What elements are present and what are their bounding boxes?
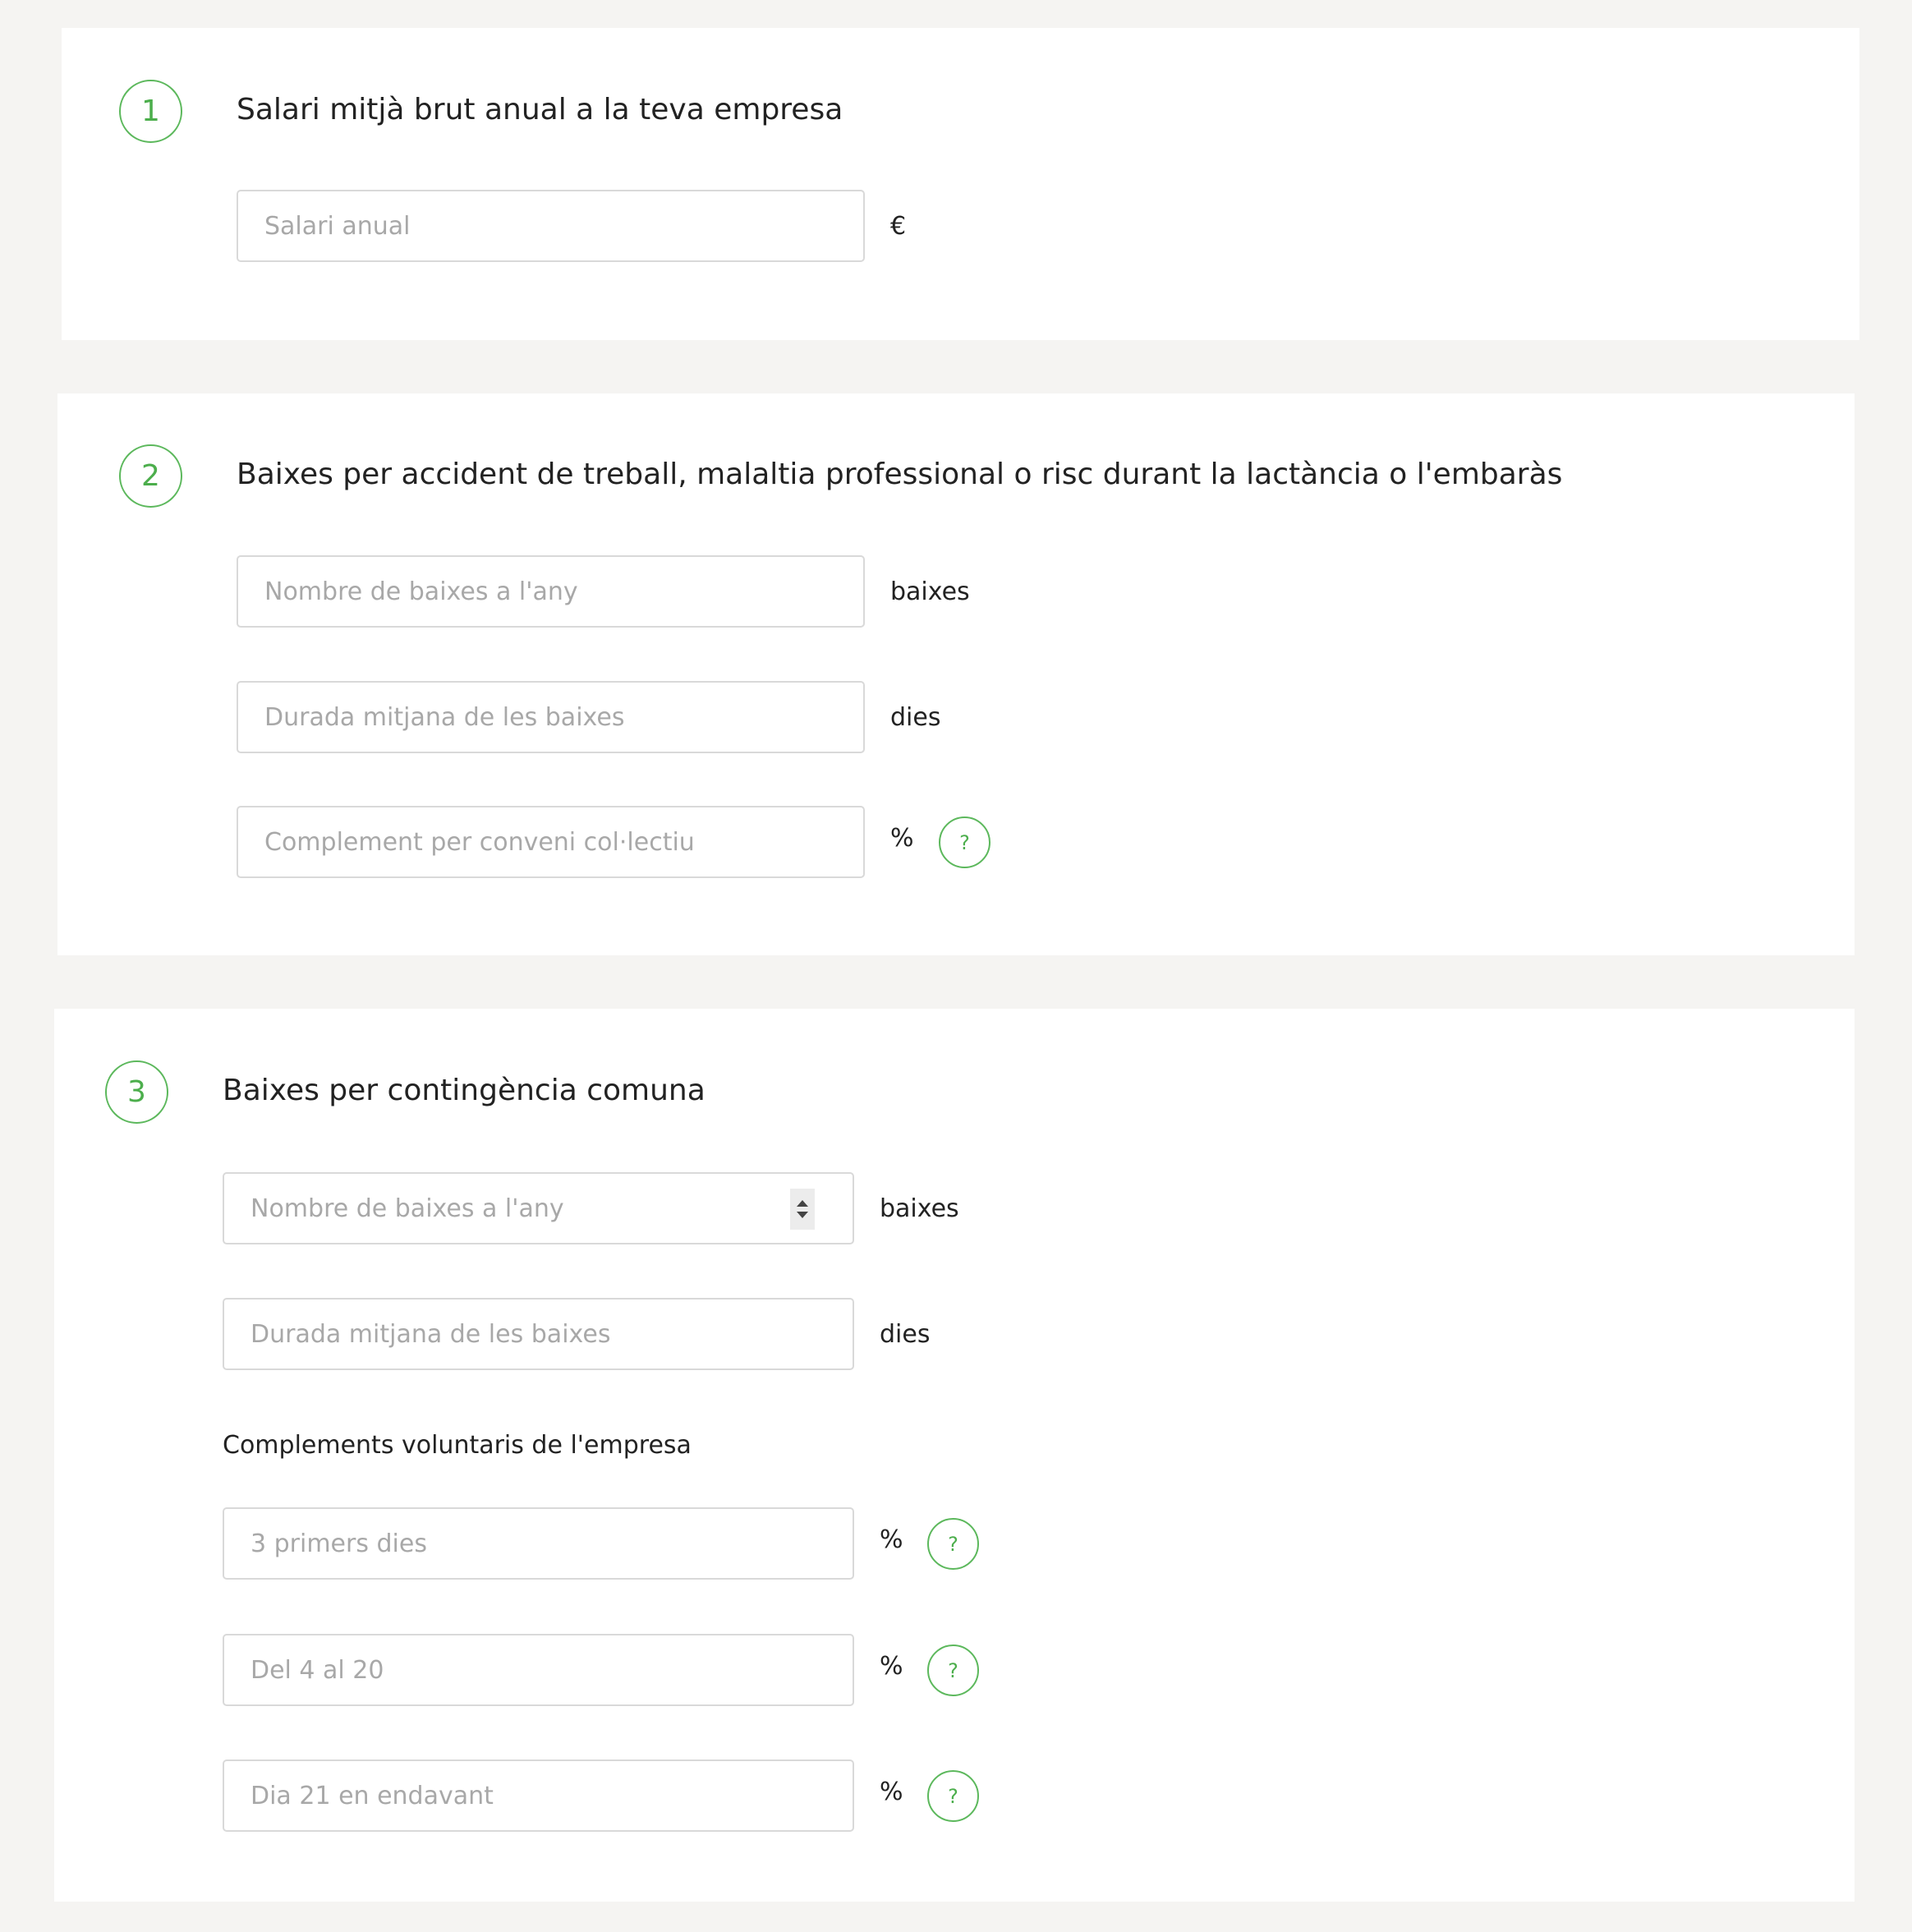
question-mark-icon[interactable]: ? xyxy=(927,1518,979,1570)
section-card-salary xyxy=(62,28,1859,340)
section-card-work-accident xyxy=(57,393,1855,955)
common-duration-input[interactable] xyxy=(224,1300,853,1368)
common-count-input[interactable] xyxy=(224,1174,853,1243)
unit-percent: % xyxy=(880,1652,903,1681)
question-mark-icon[interactable]: ? xyxy=(927,1770,979,1822)
number-spinner-icon[interactable] xyxy=(790,1189,815,1230)
work-accident-duration-field[interactable] xyxy=(237,681,865,753)
section-title-work-accident: Baixes per accident de treball, malaltia professional o risc durant la lactància o l'embaràs xyxy=(237,458,1563,491)
annual-salary-input[interactable] xyxy=(238,191,863,260)
collective-agreement-input[interactable] xyxy=(238,807,863,876)
common-count-field[interactable] xyxy=(223,1172,854,1244)
complement-day-21-onwards-field[interactable] xyxy=(223,1760,854,1832)
complement-first-3-days-input[interactable] xyxy=(224,1509,853,1578)
voluntary-complements-heading: Complements voluntaris de l'empresa xyxy=(223,1431,692,1460)
work-accident-duration-input[interactable] xyxy=(238,683,863,752)
unit-dies: dies xyxy=(890,703,941,732)
step-number-2: 2 xyxy=(119,444,182,508)
common-duration-field[interactable] xyxy=(223,1298,854,1370)
collective-agreement-field[interactable] xyxy=(237,806,865,878)
unit-euro: € xyxy=(890,212,907,241)
question-mark-icon[interactable]: ? xyxy=(939,816,990,868)
spin-down-arrow-icon[interactable] xyxy=(797,1212,808,1218)
unit-percent: % xyxy=(880,1778,903,1806)
step-number-1: 1 xyxy=(119,80,182,143)
work-accident-count-input[interactable] xyxy=(238,557,863,626)
unit-percent: % xyxy=(880,1525,903,1554)
spin-up-arrow-icon[interactable] xyxy=(797,1200,808,1207)
complement-day-4-20-field[interactable] xyxy=(223,1634,854,1706)
complement-day-4-20-input[interactable] xyxy=(224,1635,853,1704)
step-number-3: 3 xyxy=(105,1060,168,1124)
question-mark-icon[interactable]: ? xyxy=(927,1644,979,1696)
unit-dies: dies xyxy=(880,1320,931,1349)
unit-percent: % xyxy=(890,824,914,853)
complement-day-21-onwards-input[interactable] xyxy=(224,1761,853,1830)
unit-baixes: baixes xyxy=(890,577,970,606)
unit-baixes: baixes xyxy=(880,1194,959,1223)
work-accident-count-field[interactable] xyxy=(237,555,865,628)
section-title-salary: Salari mitjà brut anual a la teva empresa xyxy=(237,93,843,126)
annual-salary-field[interactable] xyxy=(237,190,865,262)
section-card-common-contingency xyxy=(54,1009,1855,1902)
complement-first-3-days-field[interactable] xyxy=(223,1507,854,1580)
section-title-common-contingency: Baixes per contingència comuna xyxy=(223,1074,706,1107)
